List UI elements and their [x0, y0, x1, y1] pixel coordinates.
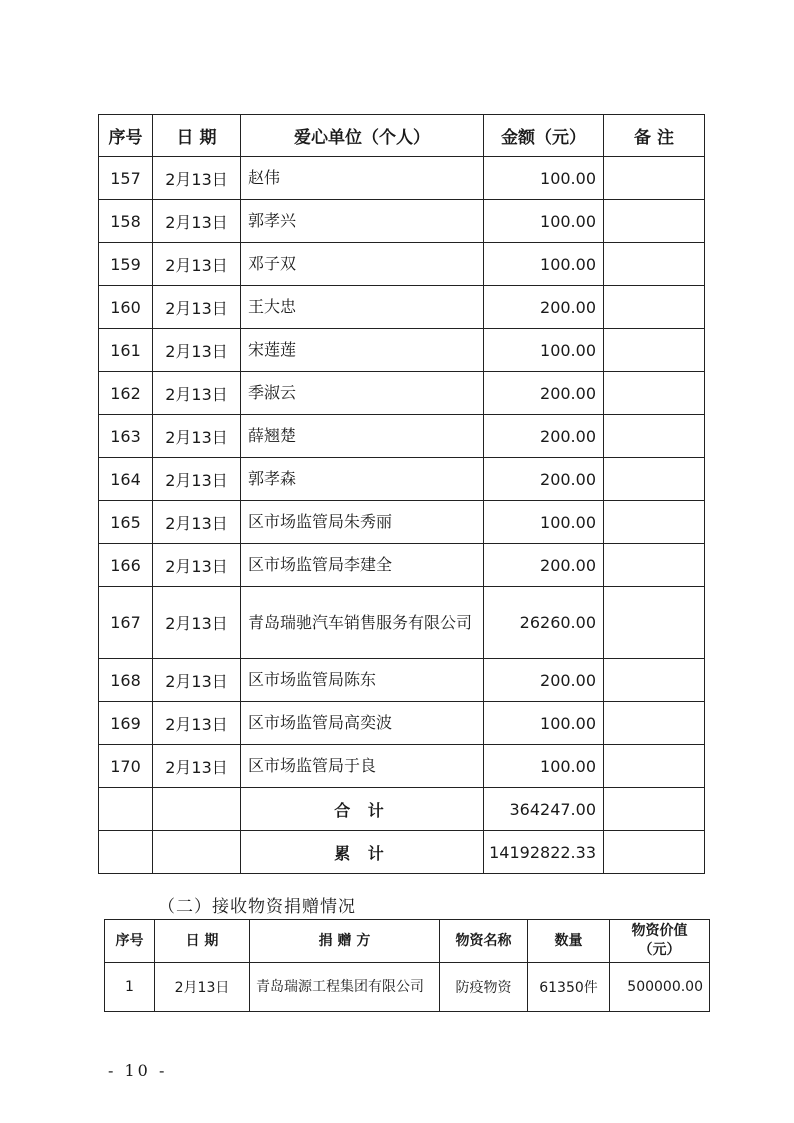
cell-amount: 200.00	[484, 286, 604, 329]
cell-serial: 161	[99, 329, 153, 372]
goods-donation-table	[104, 919, 710, 1012]
table-row	[105, 963, 710, 1012]
cell-amount: 100.00	[484, 200, 604, 243]
table-row	[99, 659, 705, 702]
cell-empty	[604, 831, 705, 874]
cell-date: 2月13日	[155, 963, 250, 1012]
cell-note	[604, 415, 705, 458]
cell-serial: 167	[99, 587, 153, 659]
table-row	[99, 415, 705, 458]
cell-serial: 164	[99, 458, 153, 501]
table-header-row	[105, 920, 710, 963]
subtotal-amount: 364247.00	[484, 788, 604, 831]
cell-amount: 100.00	[484, 157, 604, 200]
cell-donor: 区市场监管局陈东	[241, 659, 484, 702]
cell-goods-value: 500000.00	[610, 963, 710, 1012]
cell-note	[604, 157, 705, 200]
cell-serial: 157	[99, 157, 153, 200]
cell-donor: 邓子双	[241, 243, 484, 286]
table-header-row	[99, 115, 705, 157]
cell-empty	[604, 788, 705, 831]
cell-serial: 1	[105, 963, 155, 1012]
table-row	[99, 200, 705, 243]
header-goods-value-line2: （元）	[638, 942, 681, 958]
header-quantity: 数量	[528, 920, 610, 963]
cell-empty	[153, 831, 241, 874]
cell-donor: 宋莲莲	[241, 329, 484, 372]
cell-donor: 区市场监管局李建全	[241, 544, 484, 587]
header-donor: 捐 赠 方	[250, 920, 440, 963]
cell-serial: 166	[99, 544, 153, 587]
cell-date: 2月13日	[153, 286, 241, 329]
table-row	[99, 745, 705, 788]
cell-note	[604, 329, 705, 372]
cell-quantity: 61350件	[528, 963, 610, 1012]
cell-amount: 100.00	[484, 243, 604, 286]
cell-date: 2月13日	[153, 243, 241, 286]
cumulative-row	[99, 831, 705, 874]
cell-serial: 165	[99, 501, 153, 544]
cumulative-amount: 14192822.33	[484, 831, 604, 874]
section-heading: （二）接收物资捐赠情况	[158, 897, 356, 917]
cell-date: 2月13日	[153, 458, 241, 501]
table-row	[99, 372, 705, 415]
subtotal-label: 合 计	[241, 788, 484, 831]
cell-date: 2月13日	[153, 329, 241, 372]
cell-date: 2月13日	[153, 544, 241, 587]
subtotal-row	[99, 788, 705, 831]
header-date: 日 期	[153, 115, 241, 157]
cell-note	[604, 702, 705, 745]
header-donor: 爱心单位（个人）	[241, 115, 484, 157]
cell-serial: 159	[99, 243, 153, 286]
header-goods-name: 物资名称	[440, 920, 528, 963]
cell-date: 2月13日	[153, 415, 241, 458]
cell-date: 2月13日	[153, 157, 241, 200]
cell-donor: 王大忠	[241, 286, 484, 329]
cell-amount: 200.00	[484, 544, 604, 587]
cell-donor: 薛翘楚	[241, 415, 484, 458]
cell-amount: 200.00	[484, 659, 604, 702]
cell-amount: 100.00	[484, 329, 604, 372]
table-row	[99, 544, 705, 587]
header-goods-value	[610, 920, 710, 963]
cell-amount: 200.00	[484, 415, 604, 458]
cell-date: 2月13日	[153, 501, 241, 544]
cell-serial: 158	[99, 200, 153, 243]
cell-note	[604, 501, 705, 544]
cell-serial: 162	[99, 372, 153, 415]
cell-empty	[153, 788, 241, 831]
cell-amount: 26260.00	[484, 587, 604, 659]
table-row	[99, 702, 705, 745]
cell-note	[604, 745, 705, 788]
cell-amount: 100.00	[484, 745, 604, 788]
cell-donor: 季淑云	[241, 372, 484, 415]
cell-date: 2月13日	[153, 200, 241, 243]
donation-table	[98, 114, 705, 874]
cell-note	[604, 372, 705, 415]
cell-date: 2月13日	[153, 659, 241, 702]
cell-note	[604, 587, 705, 659]
header-goods-value-line1: 物资价值	[631, 923, 688, 939]
cell-date: 2月13日	[153, 587, 241, 659]
cell-amount: 100.00	[484, 702, 604, 745]
cell-date: 2月13日	[153, 702, 241, 745]
header-serial: 序号	[105, 920, 155, 963]
cell-donor: 区市场监管局朱秀丽	[241, 501, 484, 544]
cell-amount: 200.00	[484, 372, 604, 415]
cell-serial: 169	[99, 702, 153, 745]
cell-serial: 163	[99, 415, 153, 458]
header-amount: 金额（元）	[484, 115, 604, 157]
table-row	[99, 501, 705, 544]
header-note: 备 注	[604, 115, 705, 157]
cell-empty	[99, 831, 153, 874]
cell-date: 2月13日	[153, 372, 241, 415]
cell-serial: 160	[99, 286, 153, 329]
cell-note	[604, 659, 705, 702]
cell-note	[604, 286, 705, 329]
table-row	[99, 587, 705, 659]
cell-donor: 郭孝兴	[241, 200, 484, 243]
cell-serial: 170	[99, 745, 153, 788]
cell-donor: 区市场监管局高奕波	[241, 702, 484, 745]
header-serial: 序号	[99, 115, 153, 157]
table-row	[99, 458, 705, 501]
cell-donor: 赵伟	[241, 157, 484, 200]
cell-date: 2月13日	[153, 745, 241, 788]
header-date: 日 期	[155, 920, 250, 963]
cell-empty	[99, 788, 153, 831]
table-row	[99, 329, 705, 372]
cell-donor: 郭孝森	[241, 458, 484, 501]
table-row	[99, 157, 705, 200]
cell-goods-name: 防疫物资	[440, 963, 528, 1012]
cell-note	[604, 544, 705, 587]
cell-amount: 100.00	[484, 501, 604, 544]
cell-amount: 200.00	[484, 458, 604, 501]
cell-serial: 168	[99, 659, 153, 702]
cell-note	[604, 200, 705, 243]
table-row	[99, 243, 705, 286]
page-number: - 10 -	[108, 1061, 168, 1080]
cell-note	[604, 458, 705, 501]
cell-donor: 青岛瑞源工程集团有限公司	[250, 963, 440, 1012]
cell-donor: 区市场监管局于良	[241, 745, 484, 788]
cell-note	[604, 243, 705, 286]
table-row	[99, 286, 705, 329]
cumulative-label: 累 计	[241, 831, 484, 874]
cell-donor: 青岛瑞驰汽车销售服务有限公司	[241, 587, 484, 659]
